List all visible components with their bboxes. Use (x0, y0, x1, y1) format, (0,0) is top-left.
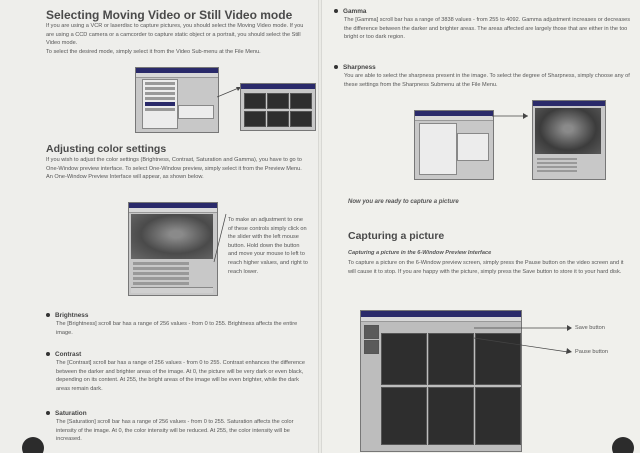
gamma-text: The [Gamma] scroll bar has a range of 3838 values - from 255 to 4092. Gamma adjustment increases or decreases the difference between the darker and brighter areas. The areas affected are largely those that are either in the too bright or too dark region. (344, 17, 631, 41)
ready-text: Now you are ready to capture a picture (348, 199, 459, 205)
preview-video-area (535, 108, 601, 154)
left-page (0, 0, 318, 453)
button-bar (131, 287, 213, 293)
page-number-badge (612, 437, 634, 453)
one-window-preview-screenshot (128, 202, 218, 296)
bullet-saturation: Saturation The [Saturation] scroll bar has a range of 256 values - from 0 to 255. Saturation affects the color intensity of the image. At 0, the color intensity will be reduced. At 255, the color intensity will be increased. (46, 410, 308, 444)
bullet-gamma: Gamma The [Gamma] scroll bar has a range of 3838 values - from 255 to 4092. Gamma adjustment increases or decreases the difference between the darker and brighter areas. The areas affected are largely those that are either in the too bright or too dark region. (334, 8, 632, 42)
sharpness-preview-screenshot (532, 100, 606, 180)
video-submenu-screenshot (135, 67, 219, 133)
bullet-dot-icon (46, 352, 50, 356)
pause-button-callout: Pause button (575, 349, 608, 355)
para-color-settings: If you wish to adjust the color settings (Brightness, Contrast, Saturation and Gamma), you have to go to One-Window preview interface. To select One-Window preview, simply select it from the Preview Menu. An One-Window Preview Interface will appear, as shown below. (46, 157, 302, 181)
brightness-text: The [Brightness] scroll bar has a range of 256 values - from 0 to 255. Brightness affects the entire image. (56, 321, 298, 336)
page-number-badge (22, 437, 44, 453)
heading-capturing: Capturing a picture (348, 230, 445, 242)
bullet-dot-icon (334, 9, 338, 13)
para-video-submenu: To select the desired mode, simply select it from the Video Sub-menu at the File Menu. (46, 49, 261, 55)
six-window-preview-small (240, 83, 316, 131)
contrast-text: The [Contrast] scroll bar has a range of 256 values - from 0 to 255. Contrast enhances the difference between the darker and brighter areas of the image. At 0, the picture will be very dark or even black, depending on its content. At 255, the bright areas of the image will be even brighter, while the dark areas remain dark. (56, 360, 305, 392)
capture-para: To capture a picture on the 6-Window preview screen, simply press the Pause button on the video screen and it will cause it to stop. If you are happy with the picture, simply press the Save button to store it to your hard disk. (348, 260, 624, 275)
file-menu-dropdown (142, 79, 178, 129)
video-type-submenu (178, 105, 214, 119)
bullet-sharpness: Sharpness You are able to select the sharpness present in the image. To select the degree of Sharpness, simply choose any of these settings from the Sharpness Submenu at the File Menu. (334, 64, 632, 89)
menu-bar (136, 73, 218, 78)
bullet-brightness: Brightness The [Brightness] scroll bar has a range of 256 values - from 0 to 255. Brightness affects the entire image. (46, 312, 308, 337)
sharpness-text: You are able to select the sharpness present in the image. To select the degree of Sharpness, simply choose any of these settings from the Sharpness Submenu at the File Menu. (344, 73, 630, 88)
callout-lines-icon (472, 322, 582, 362)
heading-color-settings: Adjusting color settings (46, 143, 167, 155)
window-titlebar (241, 84, 315, 89)
file-menu-dropdown (419, 123, 457, 175)
save-button-callout: Save button (575, 325, 605, 331)
menu-bar (415, 116, 493, 121)
arrow-to-sharpness-icon (492, 110, 532, 122)
capture-subheading: Capturing a picture in the 6-Window Preview Interface (348, 250, 492, 256)
menu-bar (129, 208, 217, 213)
para-mode-select: If you are using a VCR or laserdisc to capture pictures, you should select the Moving Video mode. If you are using a CCD camera or a camcorder to capture static object or a portrait, you should select the Still Video mode. (46, 23, 304, 47)
bullet-contrast: Contrast The [Contrast] scroll bar has a range of 256 values - from 0 to 255. Contrast enhances the difference between the darker and brighter areas of the image. At 0, the picture will be very dark or even black, depending on its content. At 255, the bright areas of the image will be even brighter, while the dark areas remain dark. (46, 351, 308, 393)
slider-panel (133, 262, 189, 285)
slider-panel (537, 158, 577, 174)
preview-video-area (131, 214, 213, 259)
sharpness-menu-screenshot (414, 110, 494, 180)
slider-callout: To make an adjustment to one of these controls simply click on the slider with the left mouse button. Hold down the button and move your mouse to left to reach higher values, and right to reach lower. (228, 217, 308, 275)
right-page (322, 0, 640, 453)
bullet-dot-icon (46, 313, 50, 317)
saturation-text: The [Saturation] scroll bar has a range of 256 values - from 0 to 255. Saturation affects the color intensity of the image. At 0, the color intensity will be reduced. At 255, the color intensity will be increased. (56, 419, 294, 443)
heading-moving-still: Selecting Moving Video or Still Video mode (46, 8, 293, 22)
bullet-dot-icon (334, 65, 338, 69)
bullet-dot-icon (46, 411, 50, 415)
window-titlebar (533, 101, 605, 106)
sharpness-submenu (457, 133, 489, 161)
